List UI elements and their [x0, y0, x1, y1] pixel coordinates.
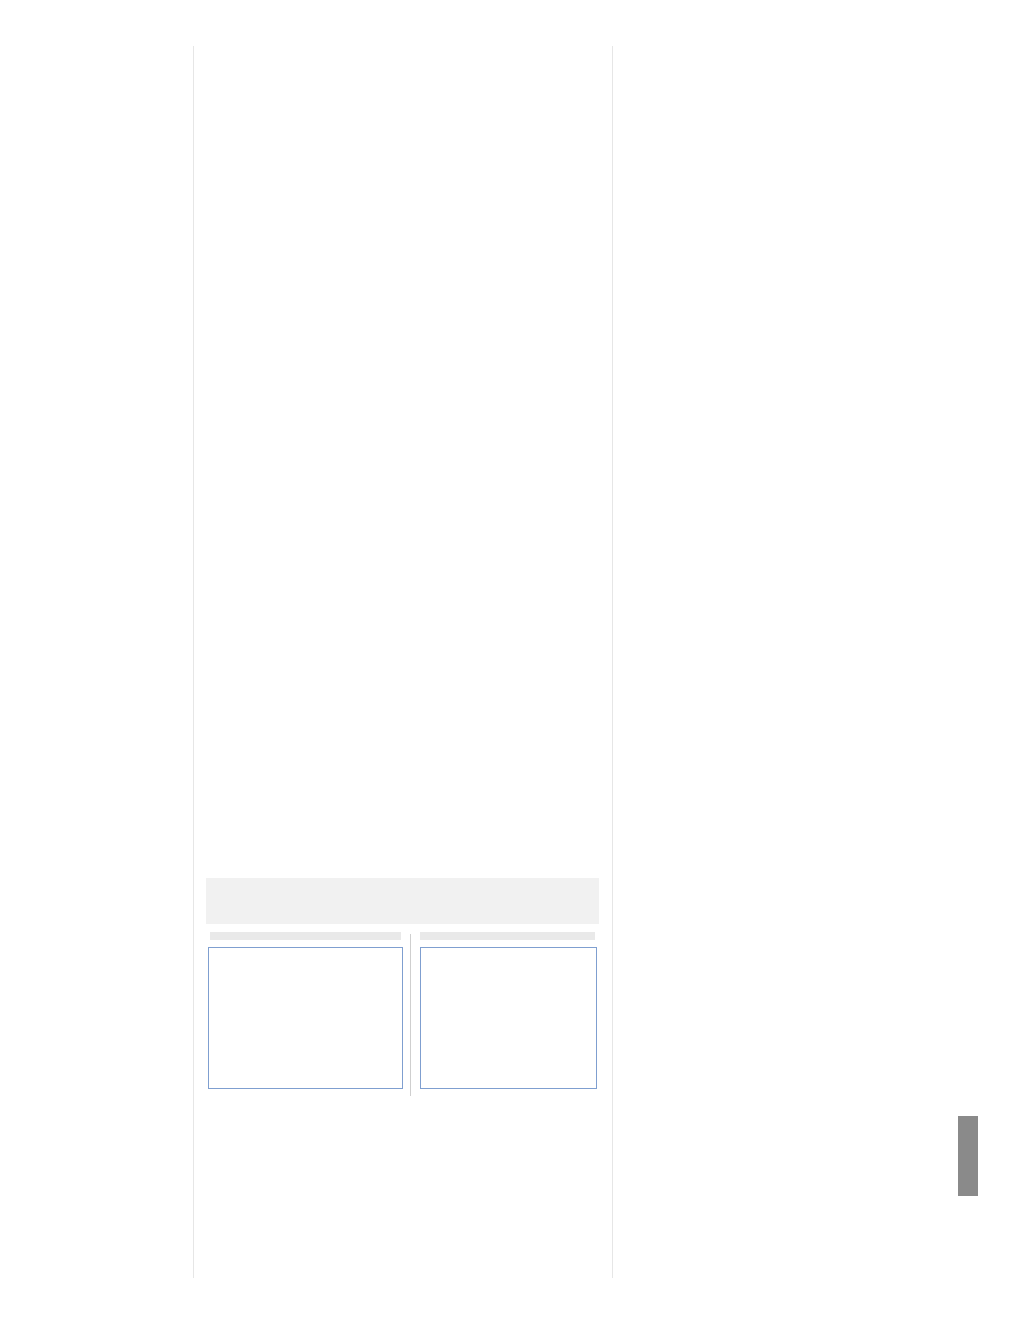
report-content	[206, 46, 599, 62]
attractiveness-chart-caption	[420, 932, 595, 940]
figure-divider	[410, 934, 411, 1096]
bps-chart-panel	[208, 947, 403, 1089]
attractiveness-chart	[421, 948, 596, 1088]
market-figure	[206, 878, 599, 1098]
attractiveness-chart-panel	[420, 947, 597, 1089]
reasons-section	[206, 1114, 599, 1120]
bps-chart	[209, 948, 402, 1088]
bps-chart-caption	[210, 932, 401, 940]
right-margin-line	[612, 46, 613, 1278]
contact-us-tab[interactable]	[958, 1116, 978, 1196]
left-margin-line	[193, 46, 194, 1278]
figure-header	[206, 878, 599, 924]
